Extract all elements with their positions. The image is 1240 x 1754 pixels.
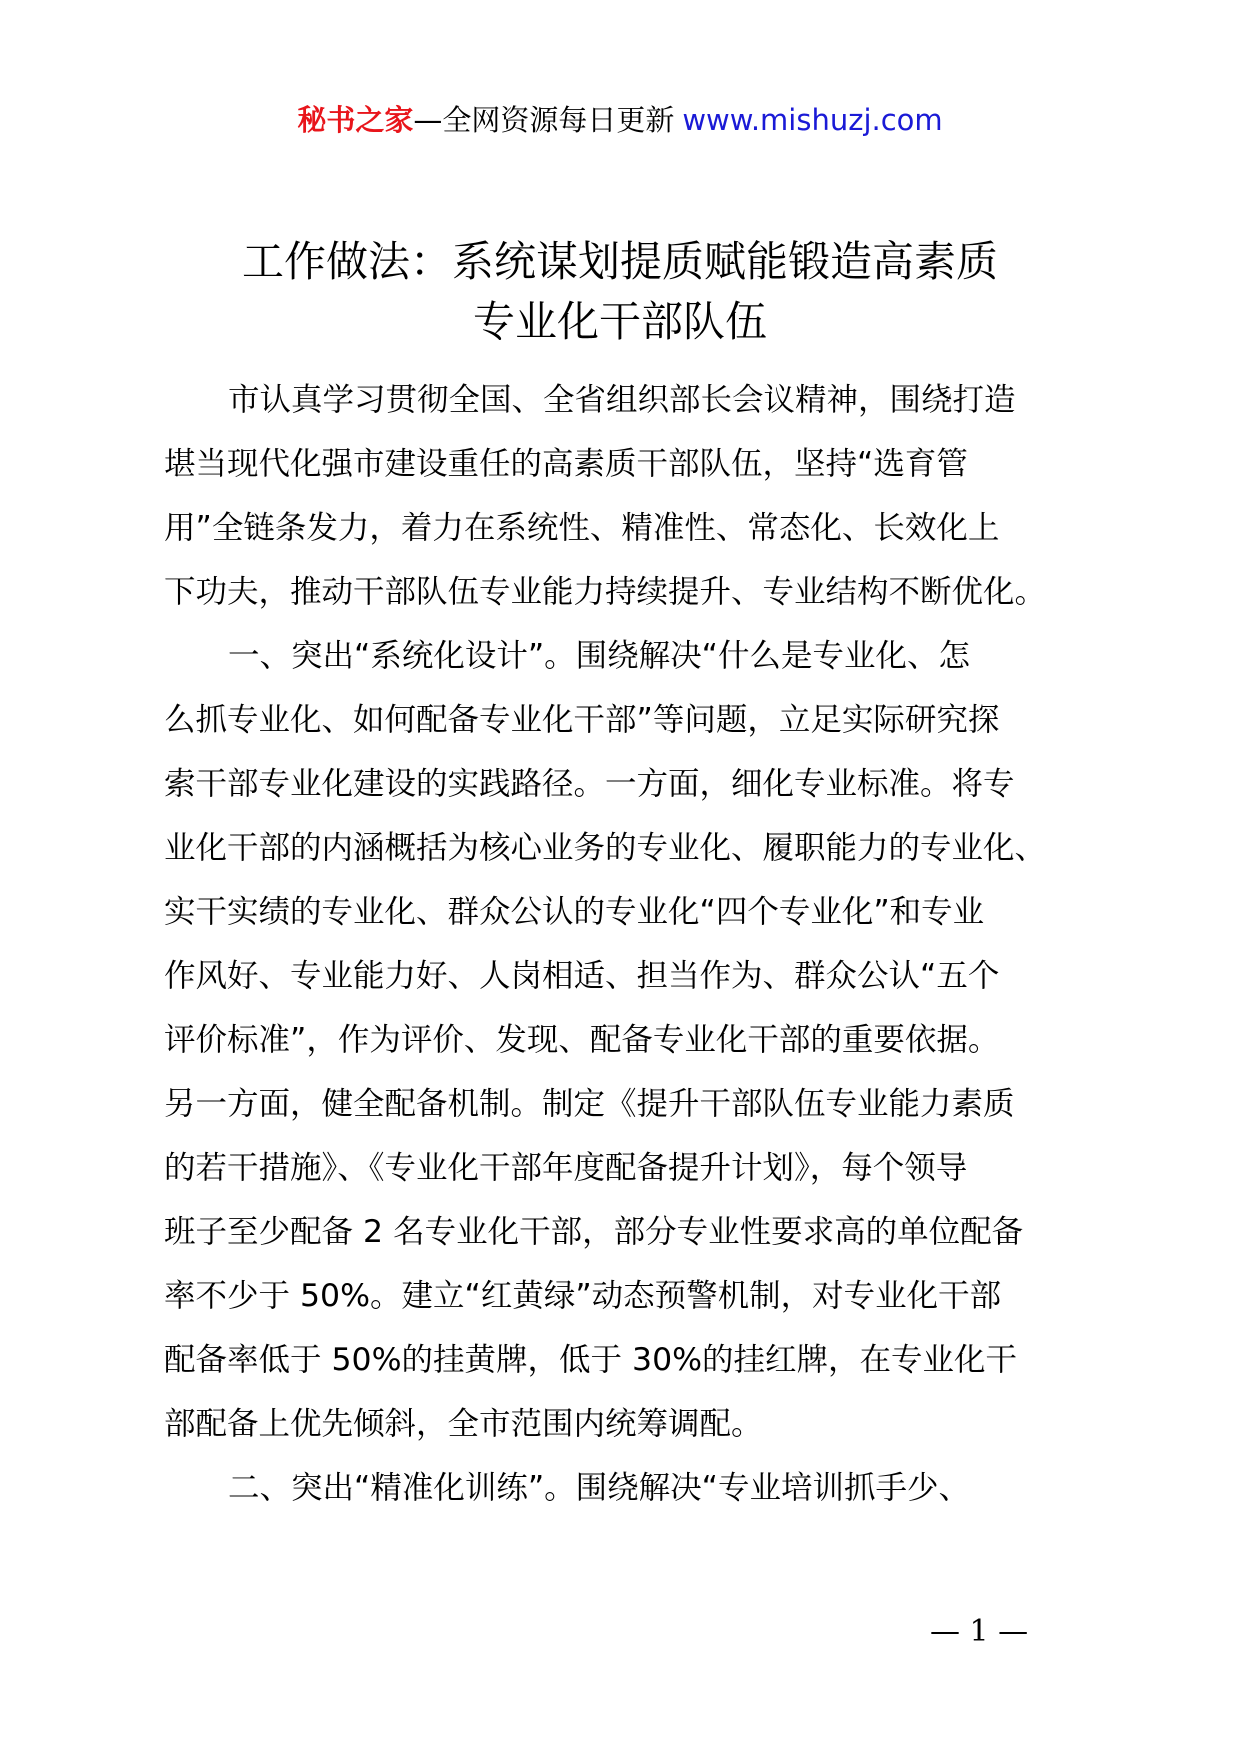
text-line: 业化干部的内涵概括为核心业务的专业化、履职能力的专业化、 [164,830,1047,866]
title-line-2: 专业化干部队伍 [472,297,767,346]
title-line-1: 工作做法：系统谋划提质赋能锻造高素质 [241,237,998,286]
text-line: 实干实绩的专业化、群众公认的专业化“四个专业化”和专业 [164,894,985,930]
watermark-header [0,100,1240,140]
text-line: 评价标准”，作为评价、发现、配备专业化干部的重要依据。 [164,1022,1000,1058]
text-line: 另一方面，健全配备机制。制定《提升干部队伍专业能力素质 [164,1086,1015,1122]
paragraph-intro [164,368,1084,624]
header-brand: 秘书之家 [297,103,414,137]
header-tagline: —全网资源每日更新 [413,103,675,137]
text-line: 索干部专业化建设的实践路径。一方面，细化专业标准。将专 [164,766,1015,802]
text-line: 堪当现代化强市建设重任的高素质干部队伍，坚持“选育管 [164,446,968,482]
text-line: 市认真学习贯彻全国、全省组织部长会议精神，围绕打造 [228,382,1016,418]
paragraph-section-1 [164,624,1084,1456]
text-line: 班子至少配备 2 名专业化干部，部分专业性要求高的单位配备 [164,1214,1024,1250]
text-line: 么抓专业化、如何配备专业化干部”等问题，立足实际研究探 [164,702,1000,738]
text-line: 一、突出“系统化设计”。围绕解决“什么是专业化、怎 [228,638,970,674]
text-line: 配备率低于 50%的挂黄牌，低于 30%的挂红牌，在专业化干 [164,1342,1018,1378]
header-url-link[interactable]: www.mishuzj.com [682,103,943,137]
text-line: 部配备上优先倾斜，全市范围内统筹调配。 [164,1406,763,1442]
text-line: 下功夫，推动干部队伍专业能力持续提升、专业结构不断优化。 [164,574,1047,610]
page-number: — 1 — [930,1614,1029,1649]
text-line: 二、突出“精准化训练”。围绕解决“专业培训抓手少、 [228,1470,970,1506]
text-line: 率不少于 50%。建立“红黄绿”动态预警机制，对专业化干部 [164,1278,1002,1314]
document-body [164,368,1084,1520]
document-title [100,232,1140,352]
text-line: 用”全链条发力，着力在系统性、精准性、常态化、长效化上 [164,510,1000,546]
paragraph-section-2 [164,1456,1084,1520]
text-line: 的若干措施》、《专业化干部年度配备提升计划》，每个领导 [164,1150,968,1186]
text-line: 作风好、专业能力好、人岗相适、担当作为、群众公认“五个 [164,958,1000,994]
